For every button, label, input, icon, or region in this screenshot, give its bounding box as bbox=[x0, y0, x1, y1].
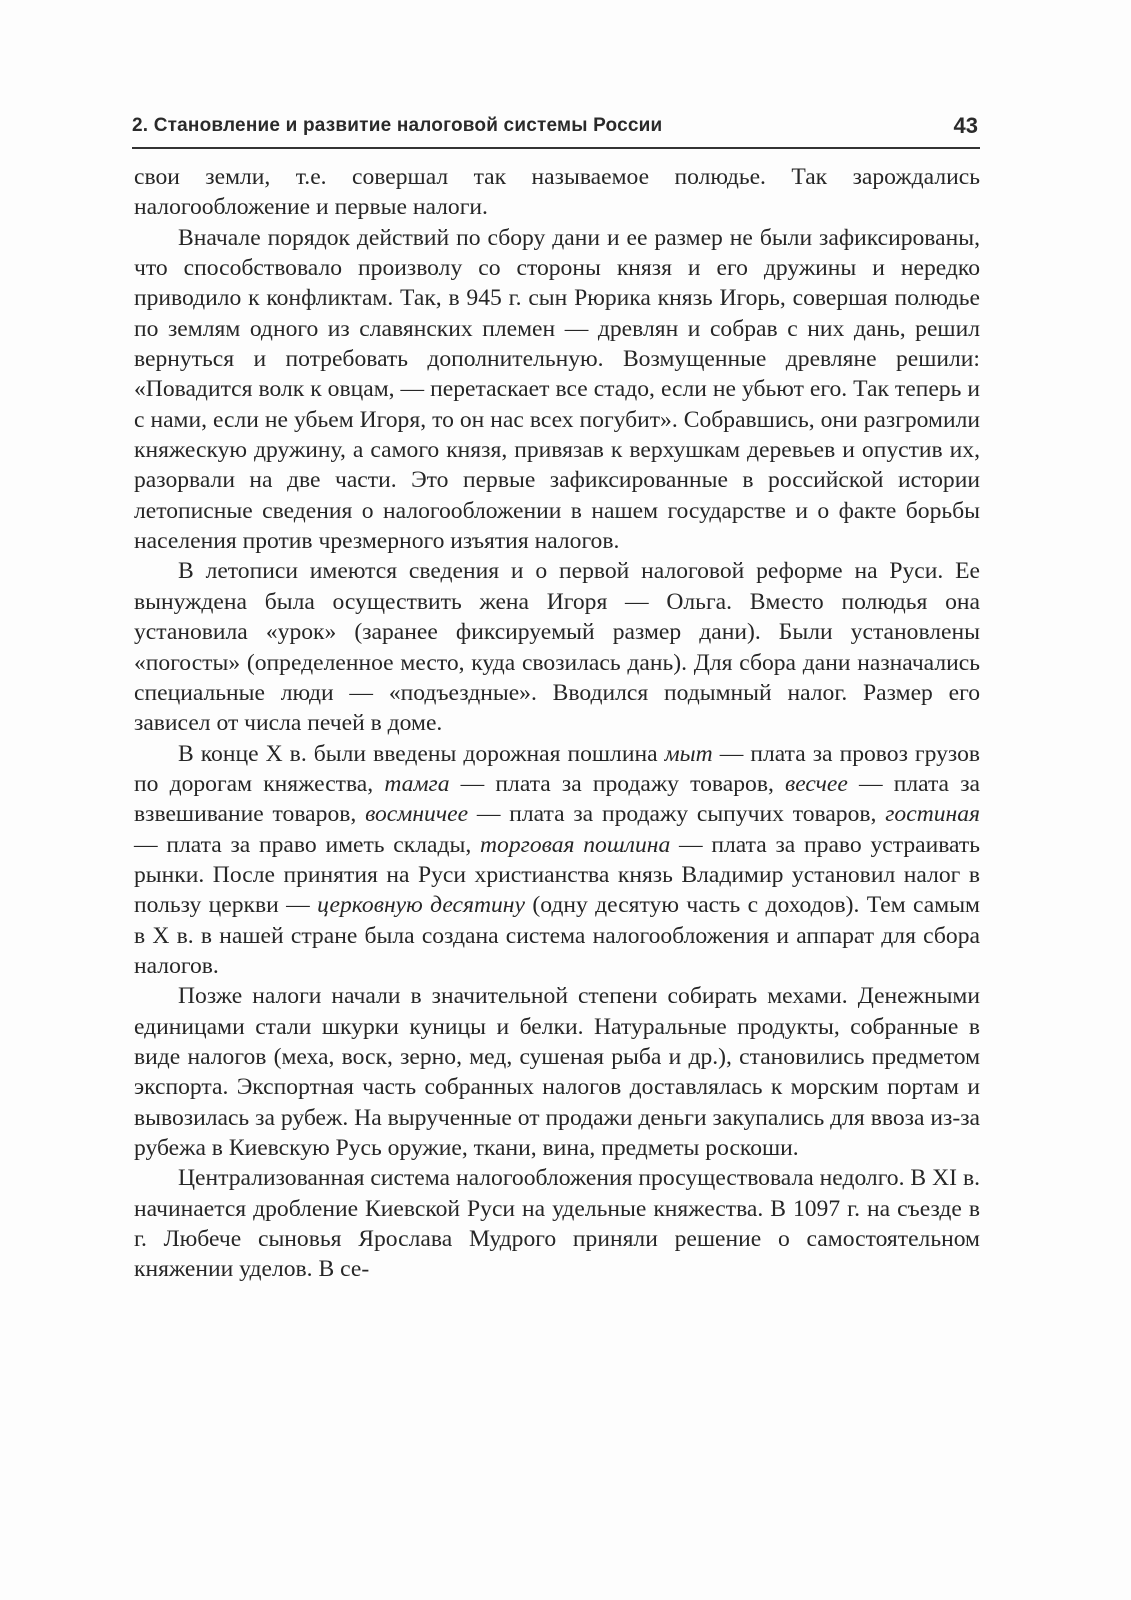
text-run: — плата за провоз грузов по дорогам княжества, bbox=[134, 740, 981, 797]
text-run: — плата за право устраивать рынки. После принятия на Руси христианства князь Владимир установил налог в пользу церкви — bbox=[134, 831, 980, 919]
italic-term: церковную десятину bbox=[317, 892, 525, 919]
italic-term: мыт bbox=[664, 740, 713, 767]
paragraph bbox=[134, 739, 980, 982]
text-run: свои земли, т.е. совершал так называемое полюдье. Так зарождались налогообложение и первые налоги. bbox=[134, 164, 980, 221]
text-run: Позже налоги начали в значительной степени собирать мехами. Денежными единицами стали шкурки куницы и белки. Натуральные продукты, собранные в виде налогов (меха, воск, зерно, мед, сушеная рыба и др.), становились предметом экспорта. Экспортная часть собранных налогов доставлялась к морским портам и вывозилась за рубеж. На вырученные от продажи деньги закупались для ввоза из-за рубежа в Киевскую Русь оружие, ткани, вина, предметы роскоши. bbox=[134, 983, 980, 1161]
text-run: — плата за право иметь склады, bbox=[134, 831, 481, 858]
italic-term: торговая пошлина bbox=[480, 831, 671, 858]
paragraph bbox=[134, 981, 980, 1163]
body-text bbox=[134, 162, 980, 1285]
italic-term: тамга bbox=[384, 770, 450, 797]
text-run: В летописи имеются сведения и о первой налоговой реформе на Руси. Ее вынуждена была осуществить жена Игоря — Ольга. Вместо полюдья она установила «урок» (заранее фиксируемый размер дани). Были установлены «погосты» (определенное место, куда свозилась дань). Для сбора дани назначались специальные люди — «подъездные». Вводился подымный налог. Размер его зависел от числа печей в доме. bbox=[134, 558, 980, 737]
text-run: (одну десятую часть с доходов). Тем самым в X в. в нашей стране была создана система налогообложения и аппарат для сбора налогов. bbox=[134, 892, 980, 979]
italic-term: восмничее bbox=[365, 801, 469, 828]
paragraph bbox=[134, 223, 980, 557]
running-header bbox=[132, 113, 980, 149]
text-run: В конце X в. были введены дорожная пошлина bbox=[178, 740, 665, 767]
italic-term: гостиная bbox=[885, 801, 980, 828]
paragraph bbox=[134, 162, 980, 223]
page-number: 43 bbox=[953, 113, 978, 138]
chapter-title: 2. Становление и развитие налоговой системы России bbox=[132, 115, 663, 136]
paragraph bbox=[134, 556, 980, 738]
text-run: — плата за взвешивание товаров, bbox=[134, 770, 980, 828]
text-run: Централизованная система налогообложения просуществовала недолго. В XI в. начинается дробление Киевской Руси на удельные княжества. В 1097 г. на съезде в г. Любече сыновья Ярослава Мудрого приняли решение о самостоятельном княжении уделов. В се- bbox=[134, 1165, 980, 1283]
italic-term: весчее bbox=[785, 770, 848, 797]
text-run: Вначале порядок действий по сбору дани и ее размер не были зафиксированы, что способствовало произволу со стороны князя и его дружины и нередко приводило к конфликтам. Так, в 945 г. сын Рюрика князь Игорь, совершая полюдье по землям одного из славянских племен — древлян и собрав с них дань, решил вернуться и потребовать дополнительную. Возмущенные древляне решили: «Повадится волк к овцам, — перетаскает все стадо, если не убьют его. Так теперь и с нами, если не убьем Игоря, то он нас всех погубит». Собравшись, они разгромили княжескую дружину, а самого князя, привязав к верхушкам деревьев и опустив их, разорвали на две части. Это первые зафиксированные в российской истории летописные сведения о налогообложении в нашем государстве и о факте борьбы населения против чрезмерного изъятия налогов. bbox=[134, 224, 980, 555]
text-run: — плата за продажу сыпучих товаров, bbox=[468, 801, 886, 828]
paragraph bbox=[134, 1163, 980, 1284]
text-run: — плата за продажу товаров, bbox=[449, 770, 786, 797]
